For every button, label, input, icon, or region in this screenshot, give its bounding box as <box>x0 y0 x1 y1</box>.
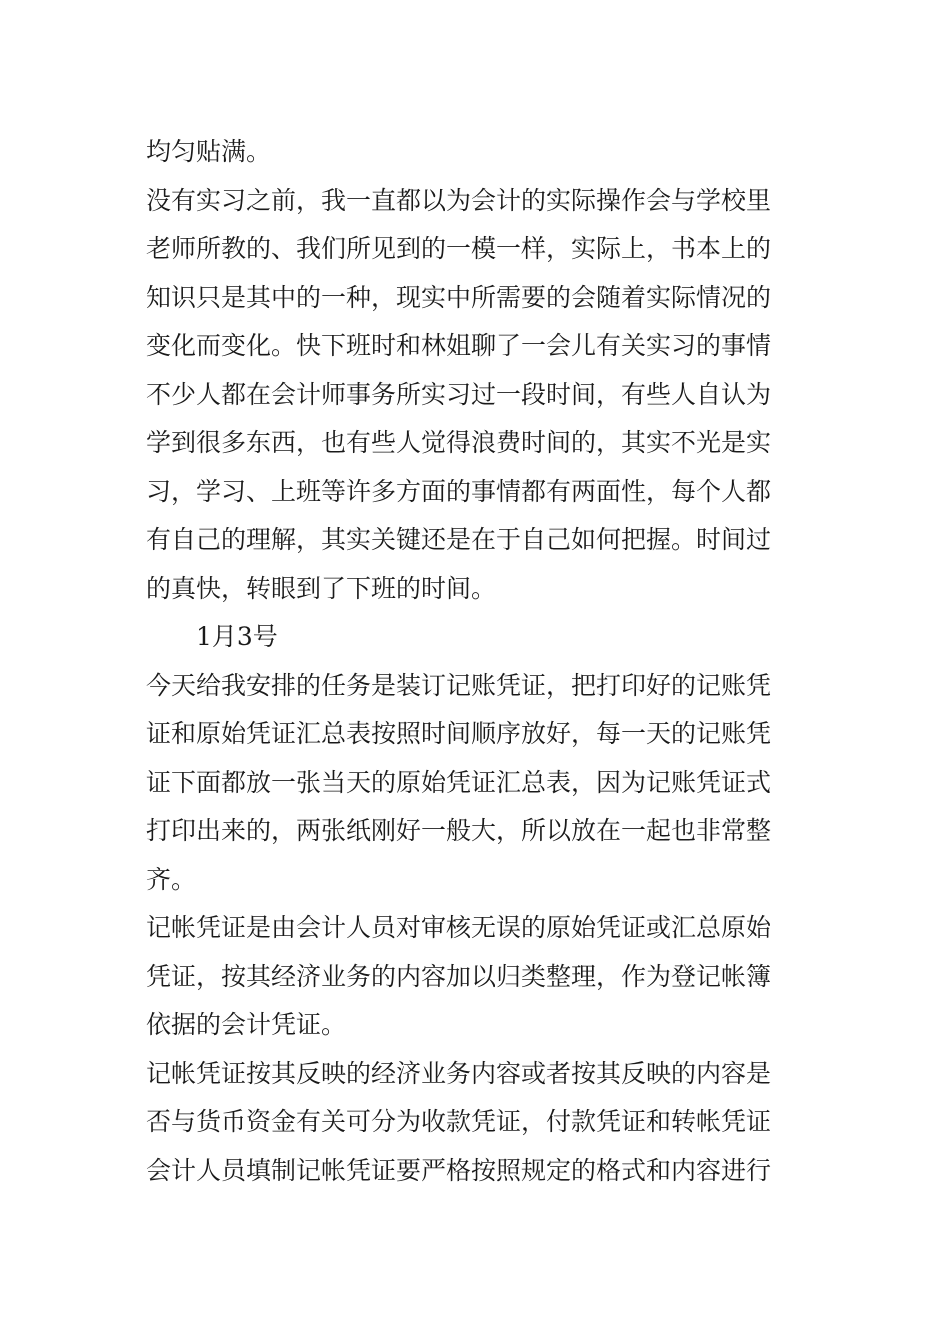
text-line: 证和原始凭证汇总表按照时间顺序放好，每一天的记账凭 <box>146 719 772 748</box>
date-heading: 1月3号 <box>196 622 278 651</box>
text-line: 否与货币资金有关可分为收款凭证，付款凭证和转帐凭证 <box>146 1107 772 1136</box>
text-line: 变化而变化。快下班时和林姐聊了一会儿有关实习的事情 <box>146 331 772 360</box>
text-line: 没有实习之前，我一直都以为会计的实际操作会与学校里 <box>146 185 772 215</box>
text-line: 知识只是其中的一种，现实中所需要的会随着实际情况的 <box>146 282 772 312</box>
text-line: 依据的会计凭证。 <box>146 1010 347 1039</box>
text-line: 均匀贴满。 <box>146 137 272 166</box>
text-line: 记帐凭证是由会计人员对审核无误的原始凭证或汇总原始 <box>146 913 772 942</box>
text-line: 有自己的理解，其实关键还是在于自己如何把握。时间过 <box>146 525 772 554</box>
text-line: 凭证，按其经济业务的内容加以归类整理，作为登记帐簿 <box>146 961 772 991</box>
text-line: 齐。 <box>146 864 197 894</box>
text-line: 学到很多东西，也有些人觉得浪费时间的，其实不光是实 <box>146 428 772 457</box>
body-text <box>146 128 816 1195</box>
text-line: 老师所教的、我们所见到的一模一样，实际上，书本上的 <box>146 234 772 263</box>
text-line: 的真快，转眼到了下班的时间。 <box>146 573 497 603</box>
text-line: 今天给我安排的任务是装订记账凭证，把打印好的记账凭 <box>146 670 772 700</box>
text-line: 不少人都在会计师事务所实习过一段时间，有些人自认为 <box>146 379 772 409</box>
text-line: 记帐凭证按其反映的经济业务内容或者按其反映的内容是 <box>146 1058 772 1088</box>
text-line: 证下面都放一张当天的原始凭证汇总表，因为记账凭证式 <box>146 767 772 797</box>
text-line: 习，学习、上班等许多方面的事情都有两面性，每个人都 <box>146 476 772 506</box>
text-line: 打印出来的，两张纸刚好一般大，所以放在一起也非常整 <box>146 816 772 845</box>
text-line: 会计人员填制记帐凭证要严格按照规定的格式和内容进行 <box>146 1155 772 1185</box>
